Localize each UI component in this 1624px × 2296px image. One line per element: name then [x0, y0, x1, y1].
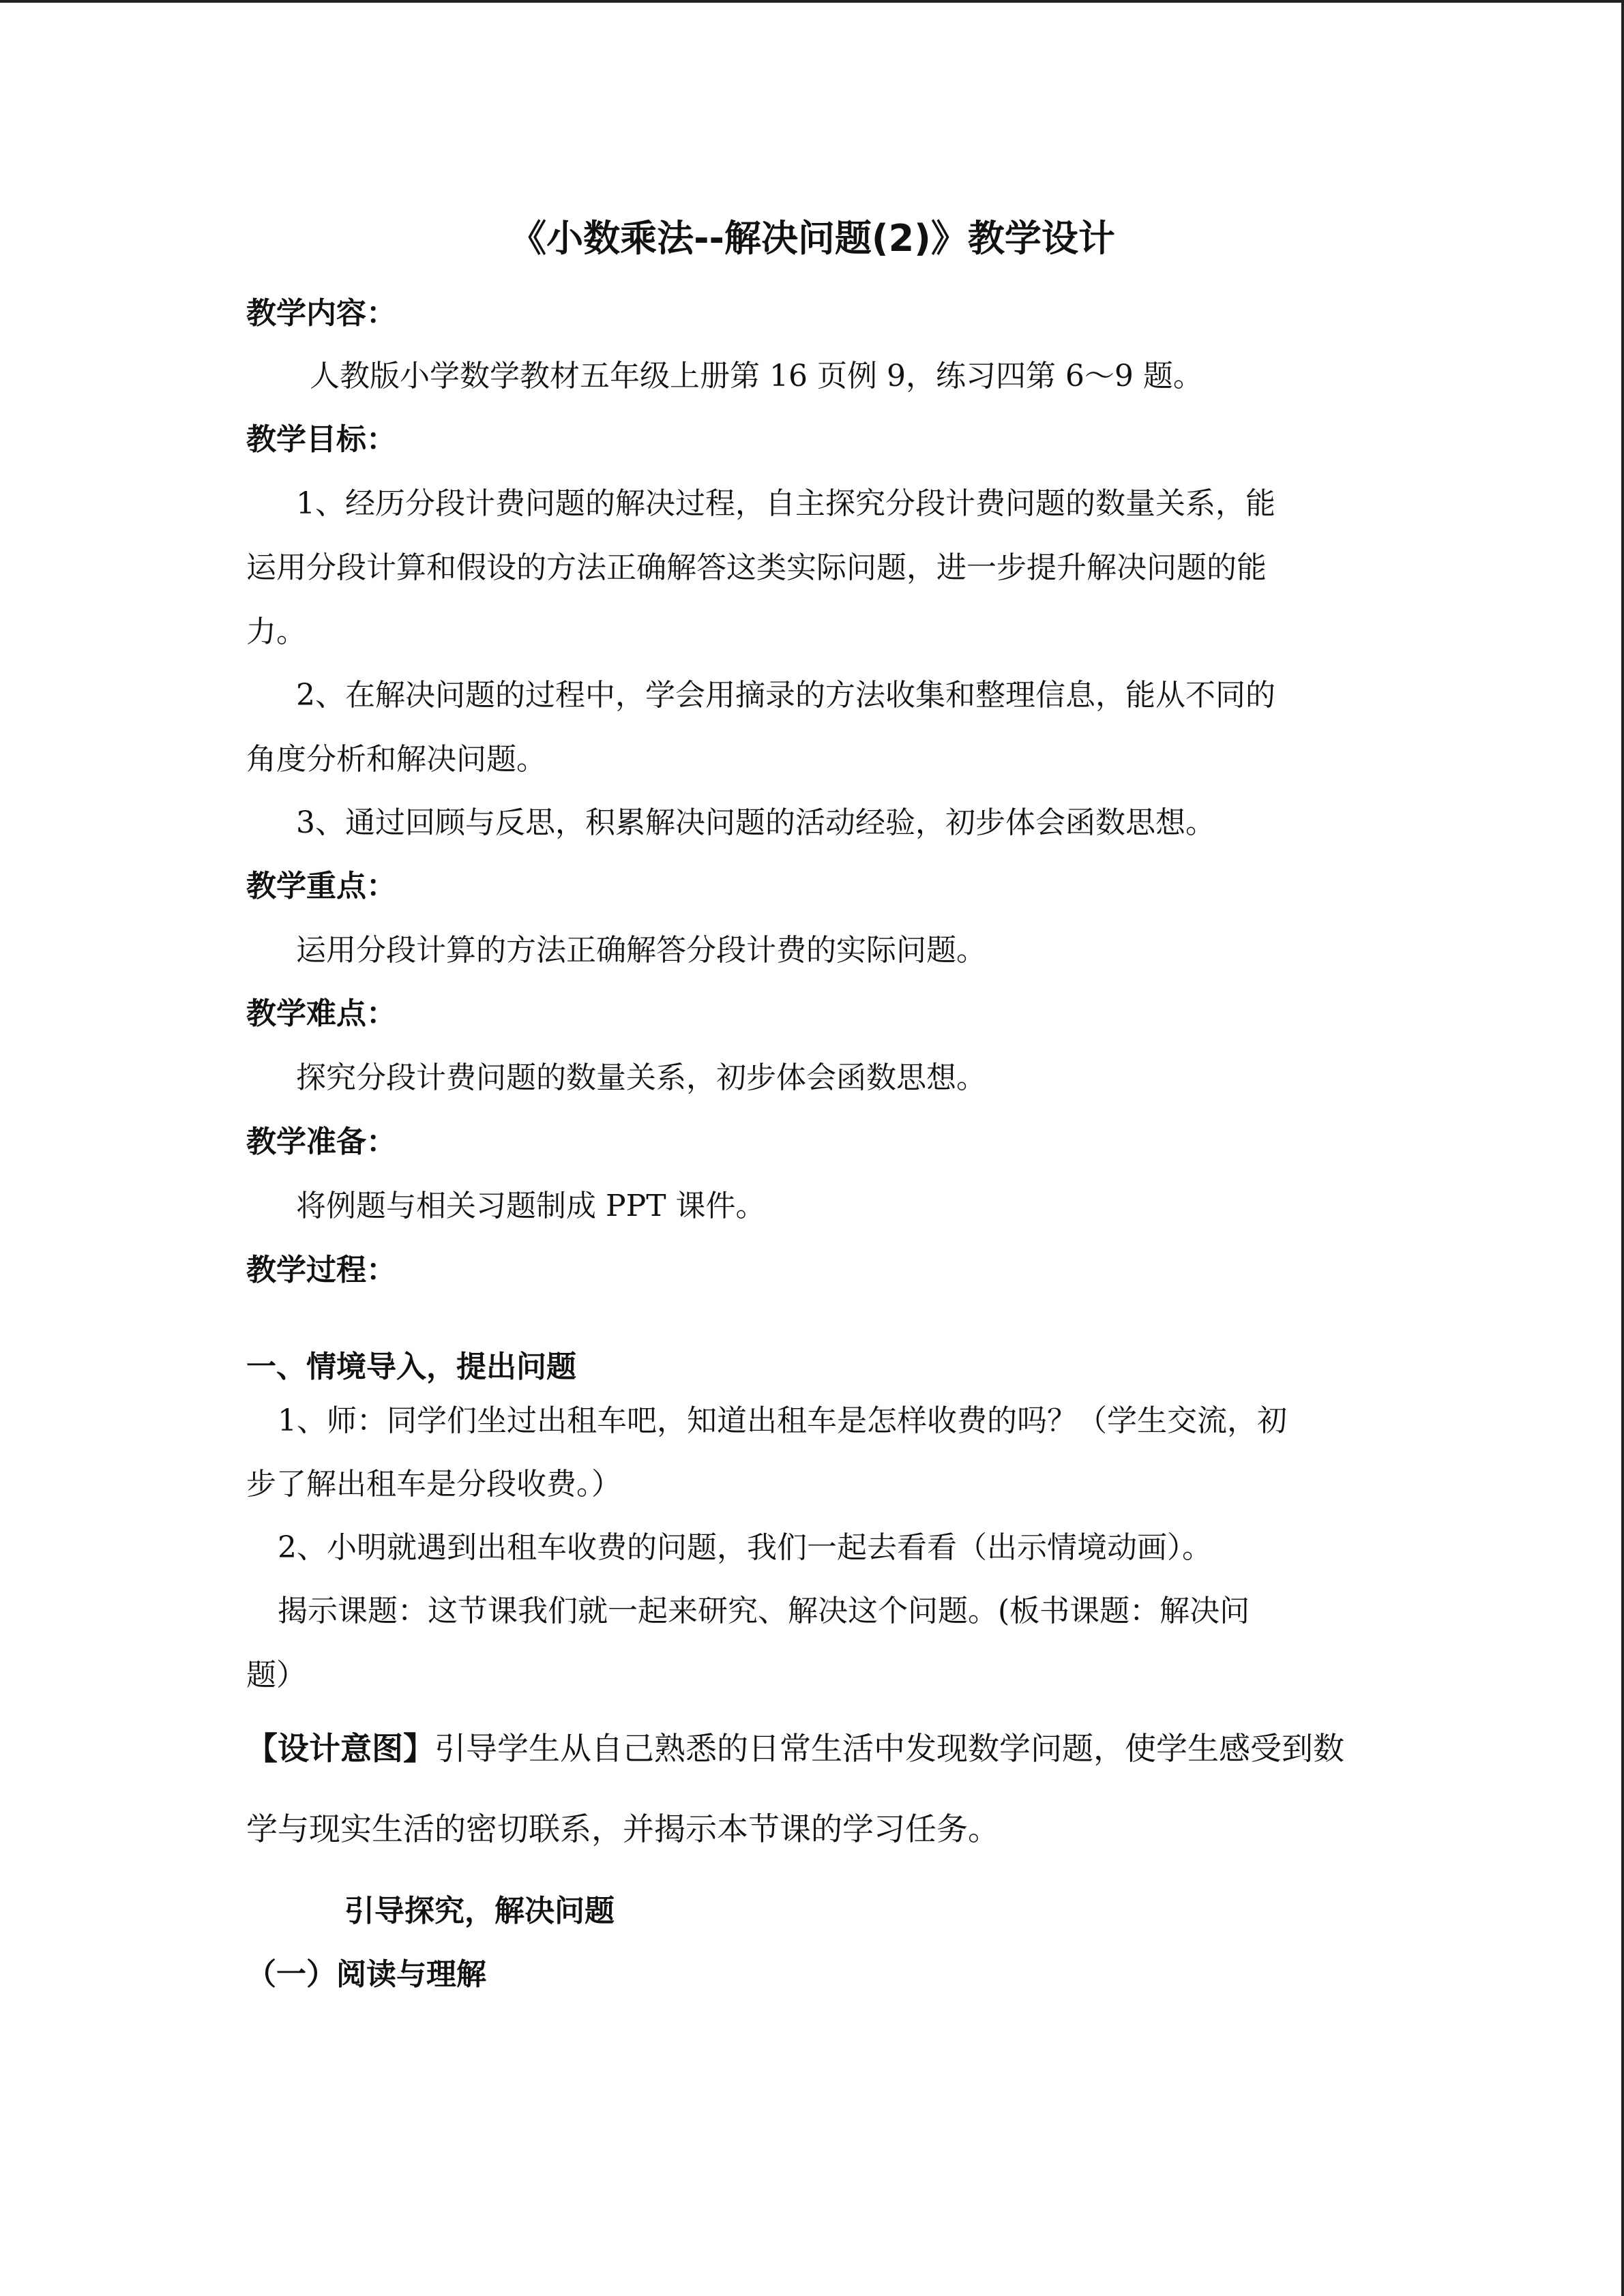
objective-2-line-1: 2、在解决问题的过程中，学会用摘录的方法收集和整理信息，能从不同的: [296, 678, 1275, 713]
part-1-item-3-line-2: 题）: [246, 1658, 306, 1693]
objective-1-line-2: 运用分段计算和假设的方法正确解答这类实际问题，进一步提升解决问题的能: [246, 550, 1267, 585]
teaching-process-heading: 教学过程：: [246, 1253, 396, 1287]
teaching-content-body: 人教版小学数学教材五年级上册第 16 页例 9，练习四第 6～9 题。: [310, 359, 1203, 393]
teaching-content-heading: 教学内容：: [246, 296, 396, 331]
objective-2-line-2: 角度分析和解决问题。: [246, 742, 546, 777]
design-intent-line-2: 学与现实生活的密切联系，并揭示本节课的学习任务。: [246, 1810, 999, 1847]
teaching-objectives-heading: 教学目标：: [246, 422, 396, 457]
objective-1-line-1: 1、经历分段计费问题的解决过程，自主探究分段计费问题的数量关系，能: [296, 486, 1275, 521]
page-border-top: [0, 0, 1624, 3]
page-border-right: [1621, 0, 1624, 2296]
part-2-subsection-1-heading: （一）阅读与理解: [246, 1957, 486, 1992]
teaching-prep-body: 将例题与相关习题制成 PPT 课件。: [296, 1189, 766, 1223]
teaching-key-body: 运用分段计算的方法正确解答分段计费的实际问题。: [296, 933, 986, 968]
teaching-difficulty-heading: 教学难点：: [246, 996, 396, 1031]
objective-1-line-3: 力。: [246, 614, 306, 649]
document-title: 《小数乘法--解决问题(2)》教学设计: [510, 217, 1115, 260]
part-2-heading: 引导探究，解决问题: [344, 1894, 615, 1928]
teaching-difficulty-body: 探究分段计费问题的数量关系，初步体会函数思想。: [296, 1060, 986, 1095]
objective-3-line: 3、通过回顾与反思，积累解决问题的活动经验，初步体会函数思想。: [296, 805, 1215, 840]
teaching-prep-heading: 教学准备：: [246, 1124, 396, 1159]
part-1-item-2-line: 2、小明就遇到出租车收费的问题，我们一起去看看（出示情境动画）。: [278, 1530, 1212, 1565]
part-1-item-3-line-1: 揭示课题：这节课我们就一起来研究、解决这个问题。(板书课题：解决问: [278, 1594, 1250, 1628]
design-intent-label: 【设计意图】: [246, 1730, 434, 1767]
design-intent-line-1: [246, 1728, 1344, 1769]
part-1-item-1-line-2: 步了解出租车是分段收费。）: [246, 1467, 621, 1502]
design-intent-text-1: 引导学生从自己熟悉的日常生活中发现数学问题，使学生感受到数: [434, 1730, 1344, 1767]
part-1-heading: 一、情境导入，提出问题: [246, 1350, 576, 1384]
teaching-key-heading: 教学重点：: [246, 869, 396, 904]
part-1-item-1-line-1: 1、师：同学们坐过出租车吧，知道出租车是怎样收费的吗？（学生交流，初: [278, 1403, 1287, 1438]
